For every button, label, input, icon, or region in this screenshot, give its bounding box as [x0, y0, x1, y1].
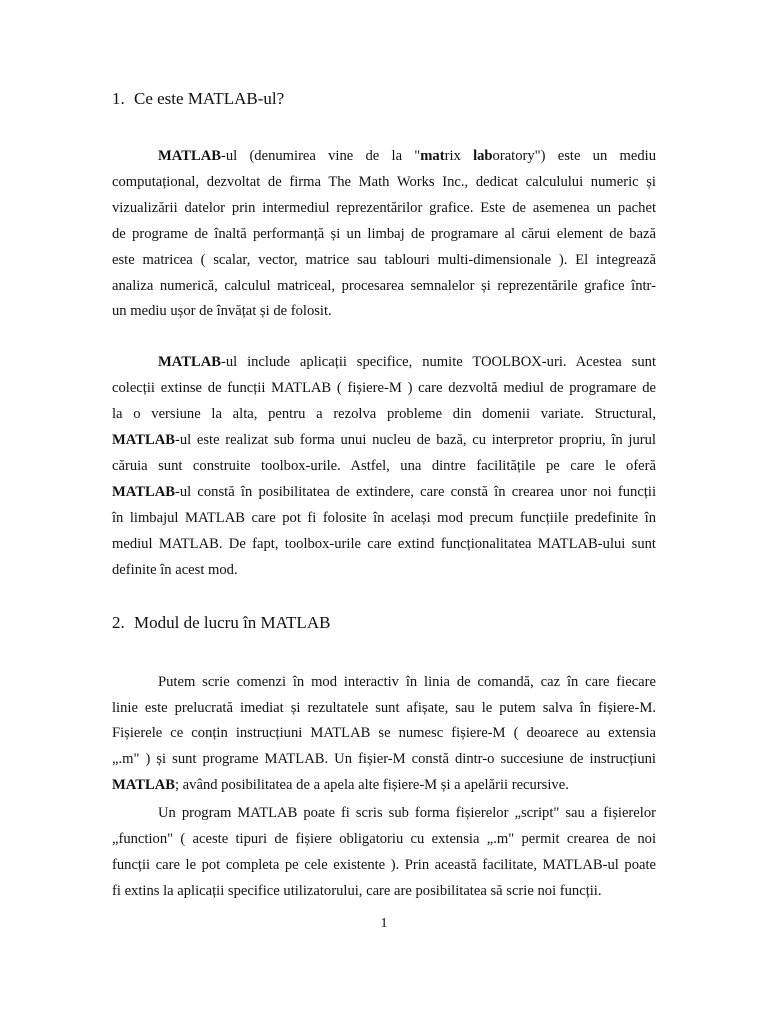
text-line: la o versiune la alta, pentru a rezolva probleme din domenii variate. Structural, — [112, 406, 656, 422]
text-line: MATLAB-ul include aplicații specifice, numite TOOLBOX-uri. Acestea sunt — [158, 354, 656, 370]
section-heading-2 — [112, 613, 330, 633]
text-line: MATLAB; având posibilitatea de a apela alte fișiere-M și a apelării recursive. — [112, 777, 569, 793]
text-line: de programe de înaltă performanță și un limbaj de programare al cărui element de bază — [112, 226, 656, 242]
text-line: funcții care le pot completa pe cele existente ). Prin această facilitate, MATLAB-ul poate — [112, 857, 656, 873]
text-line: fi extins la aplicații specifice utilizatorului, care are posibilitatea să scrie noi funcții. — [112, 883, 602, 899]
text-line: este matricea ( scalar, vector, matrice sau tablouri multi-dimensionale ). El integrează — [112, 252, 656, 268]
text-line: căruia sunt construite toolbox-urile. Astfel, una dintre facilitățile pe care le oferă — [112, 458, 656, 474]
text-line: vizualizării datelor prin intermediul reprezentărilor grafice. Este de asemenea un pachet — [112, 200, 656, 216]
text-line: mediul MATLAB. De fapt, toolbox-urile care extind funcționalitatea MATLAB-ului sunt — [112, 536, 656, 552]
text-line: „function" ( aceste tipuri de fișiere obligatoriu cu extensia „.m" permit crearea de noi — [112, 831, 656, 847]
section-heading-1 — [112, 89, 284, 109]
text-line: MATLAB-ul (denumirea vine de la "matrix laboratory") este un mediu — [158, 148, 656, 164]
text-line: definite în acest mod. — [112, 562, 238, 578]
text-line: Un program MATLAB poate fi scris sub forma fișierelor „script" sau a fișierelor — [158, 805, 656, 821]
section-title: Ce este MATLAB-ul? — [134, 89, 285, 108]
page-number: 1 — [380, 916, 388, 931]
text-line: Putem scrie comenzi în mod interactiv în linia de comandă, caz în care fiecare — [158, 674, 656, 690]
text-line: analiza numerică, calculul matriceal, procesarea semnalelor și reprezentările grafice într- — [112, 278, 656, 294]
text-line: MATLAB-ul constă în posibilitatea de extindere, care constă în crearea unor noi funcții — [112, 484, 656, 500]
section-number: 1. — [112, 89, 125, 108]
section-number: 2. — [112, 613, 125, 632]
text-line: Fișierele ce conțin instrucțiuni MATLAB se numesc fișiere-M ( deoarece au extensia — [112, 725, 656, 741]
text-line: MATLAB-ul este realizat sub forma unui nucleu de bază, cu interpretor propriu, în jurul — [112, 432, 656, 448]
text-line: un mediu ușor de învățat și de folosit. — [112, 303, 332, 319]
section-title: Modul de lucru în MATLAB — [134, 613, 331, 632]
text-line: computațional, dezvoltat de firma The Math Works Inc., dedicat calculului numeric și — [112, 174, 656, 190]
text-line: „.m" ) și sunt programe MATLAB. Un fișier-M constă dintr-o succesiune de instrucțiuni — [112, 751, 656, 767]
text-line: colecții extinse de funcții MATLAB ( fișiere-M ) care dezvoltă mediul de programare de — [112, 380, 656, 396]
text-line: în limbajul MATLAB care pot fi folosite în același mod precum funcțiile predefinite în — [112, 510, 656, 526]
text-line: linie este prelucrată imediat și rezultatele sunt afișate, sau le putem salva în fișiere-M. — [112, 700, 656, 716]
